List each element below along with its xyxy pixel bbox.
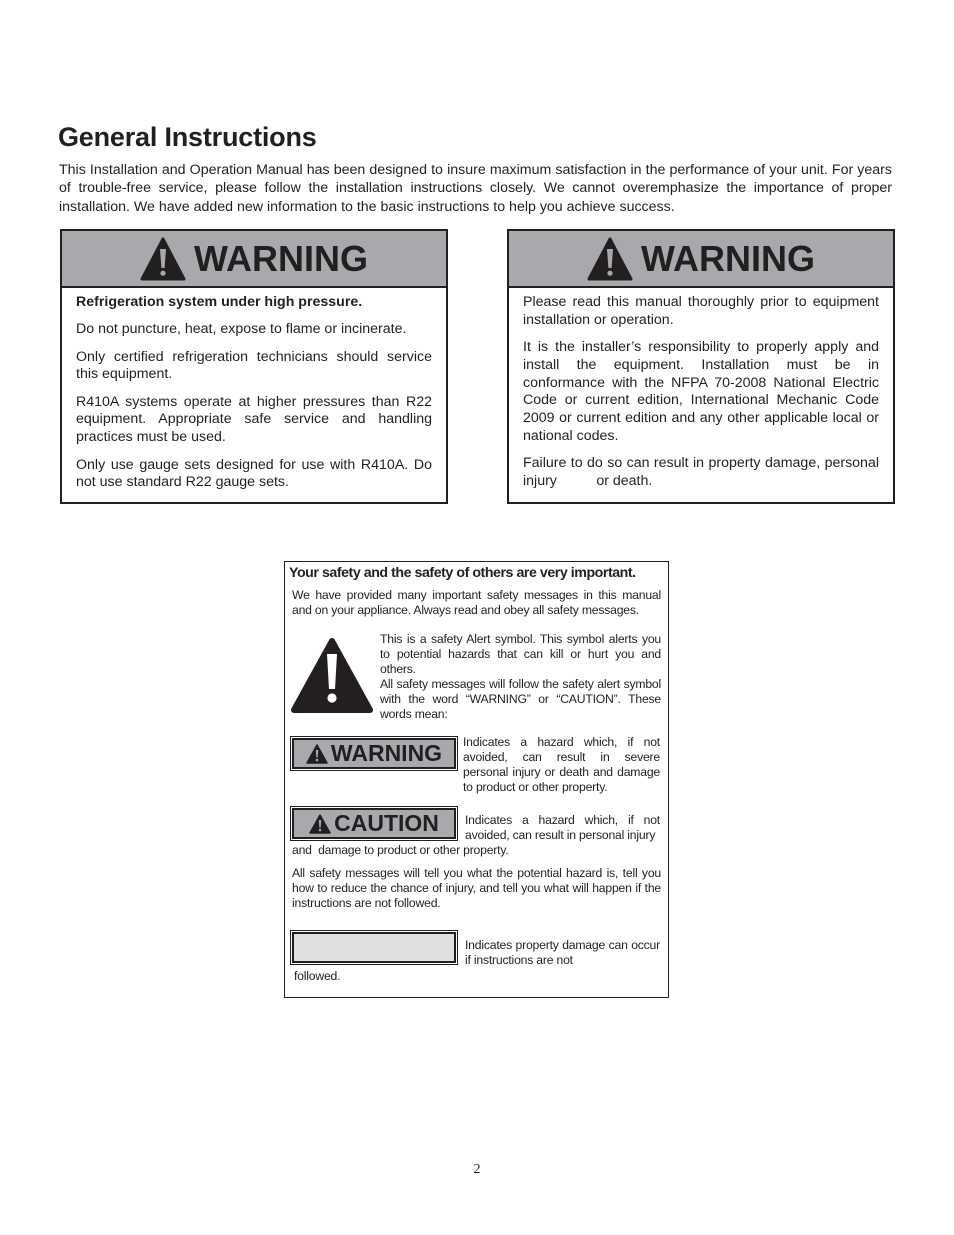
warning-box-left (60, 229, 448, 504)
alert-triangle-icon (290, 637, 374, 715)
alert-triangle-icon (306, 744, 328, 764)
safety-title: Your safety and the safety of others are very important. (289, 565, 636, 581)
alert-triangle-icon (309, 814, 331, 834)
intro-paragraph: This Installation and Operation Manual has been designed to insure maximum satisfaction in the performance of your unit. For years of trouble-free service, please follow the installation instructions closely. We cannot overemphasize the importance of proper installation. We have added new information to the basic instructions to help you achieve success. (59, 162, 892, 215)
notice-signal-text: Indicates property damage can occur if instructions are not (465, 938, 660, 967)
warning-left-p5: Only use gauge sets designed for use with R410A. Do not use standard R22 gauge sets. (76, 456, 432, 491)
warning-left-p3: Only certified refrigeration technicians should service this equipment. (76, 348, 432, 383)
warning-right-p2: It is the installer’s responsibility to properly apply and install the equipment. Installation must be in conformance with the NFPA 70-2008 National Electric Code or current edition, International Mechanic Code 2009 or current edition and any other applicable local or national codes. (523, 339, 879, 445)
caution-signal-text-continued: and damage to product or other property. (292, 843, 509, 857)
warning-left-p4: R410A systems operate at higher pressures than R22 equipment. Appropriate safe service and handling practices must be used. (76, 393, 432, 446)
warning-right-p1: Please read this manual thoroughly prior to equipment installation or operation. (523, 294, 879, 328)
page-number: 2 (473, 1162, 481, 1177)
warning-header-left (62, 231, 446, 288)
notice-signal-text-continued: followed. (294, 969, 341, 983)
warning-signal-label (292, 738, 456, 769)
page-title: General Instructions (58, 122, 317, 152)
warning-header-label: WARNING (641, 237, 815, 279)
warning-left-p1: Refrigeration system under high pressure. (76, 294, 363, 310)
safety-messages-text: All safety messages will tell you what the potential hazard is, tell you how to reduce the chance of injury, and tell you what will happen if the instructions are not followed. (292, 866, 661, 910)
warning-right-p3: Failure to do so can result in property damage, personal injury or death. (523, 455, 883, 490)
notice-signal-label (292, 932, 456, 963)
caution-signal-label (292, 808, 456, 839)
warning-box-right (507, 229, 895, 504)
alert-triangle-icon (140, 237, 186, 281)
safety-intro: We have provided many important safety messages in this manual and on your appliance. Always read and obey all safety messages. (292, 588, 661, 617)
warning-left-p2: Do not puncture, heat, expose to flame or incinerate. (76, 321, 407, 338)
caution-signal-word: CAUTION (334, 810, 439, 836)
warning-signal-text: Indicates a hazard which, if not avoided, can result in severe personal injury or death and damage to product or other property. (463, 735, 660, 794)
warning-signal-word: WARNING (330, 740, 443, 766)
alert-symbol-text: This is a safety Alert symbol. This symbol alerts you to potential hazards that can kill or hurt you and others. All safety messages will follow the safety alert symbol with the word “WARNING” or “CAUTION”. These words mean: (380, 632, 661, 721)
caution-signal-text: Indicates a hazard which, if not avoided, can result in personal injury (465, 813, 660, 842)
warning-header-right (509, 231, 893, 288)
warning-header-label: WARNING (194, 237, 368, 279)
warning-body-left (62, 288, 446, 492)
warning-body-right (509, 288, 893, 491)
alert-triangle-icon (587, 237, 633, 281)
